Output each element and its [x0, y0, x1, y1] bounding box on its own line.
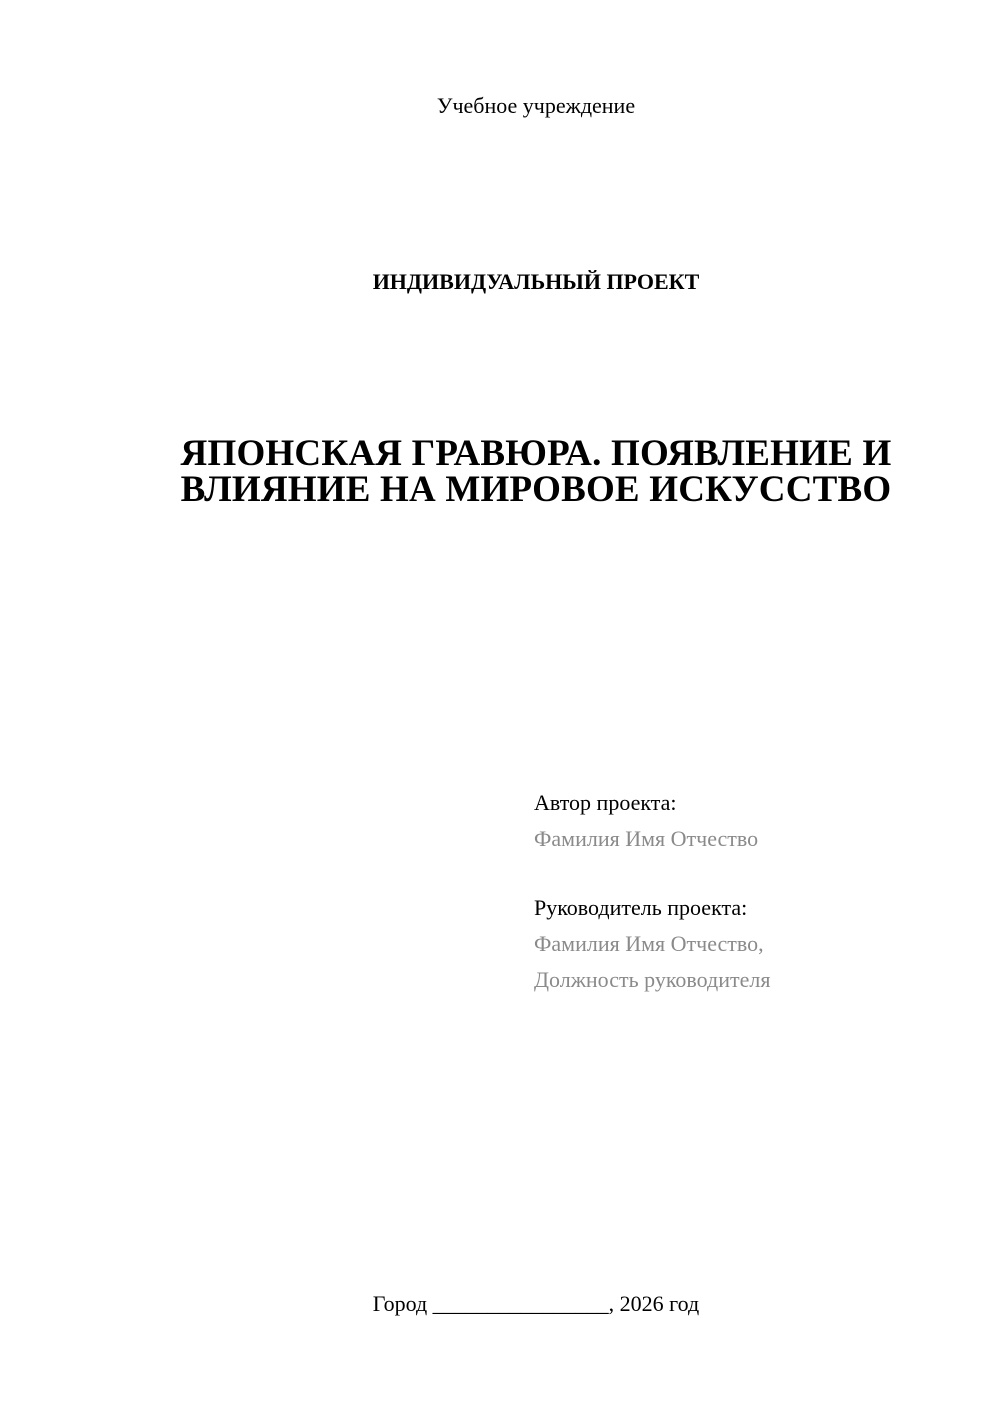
author-label: Автор проекта: [534, 790, 677, 815]
supervisor-position-placeholder: Должность руководителя [534, 967, 771, 992]
supervisor-name-placeholder: Фамилия Имя Отчество, [534, 931, 764, 956]
author-block [534, 785, 954, 857]
project-type-heading: ИНДИВИДУАЛЬНЫЙ ПРОЕКТ [372, 269, 700, 294]
author-name-placeholder: Фамилия Имя Отчество [534, 826, 759, 851]
institution-name: Учебное учреждение [436, 93, 636, 118]
project-title [140, 433, 932, 510]
project-title-line-1: ЯПОНСКАЯ ГРАВЮРА. ПОЯВЛЕНИЕ И [180, 433, 892, 474]
supervisor-label: Руководитель проекта: [534, 895, 748, 920]
city-year-line: Город ________________, 2026 год [372, 1291, 700, 1316]
project-title-line-2: ВЛИЯНИЕ НА МИРОВОЕ ИСКУССТВО [180, 469, 892, 510]
supervisor-block [534, 890, 954, 998]
